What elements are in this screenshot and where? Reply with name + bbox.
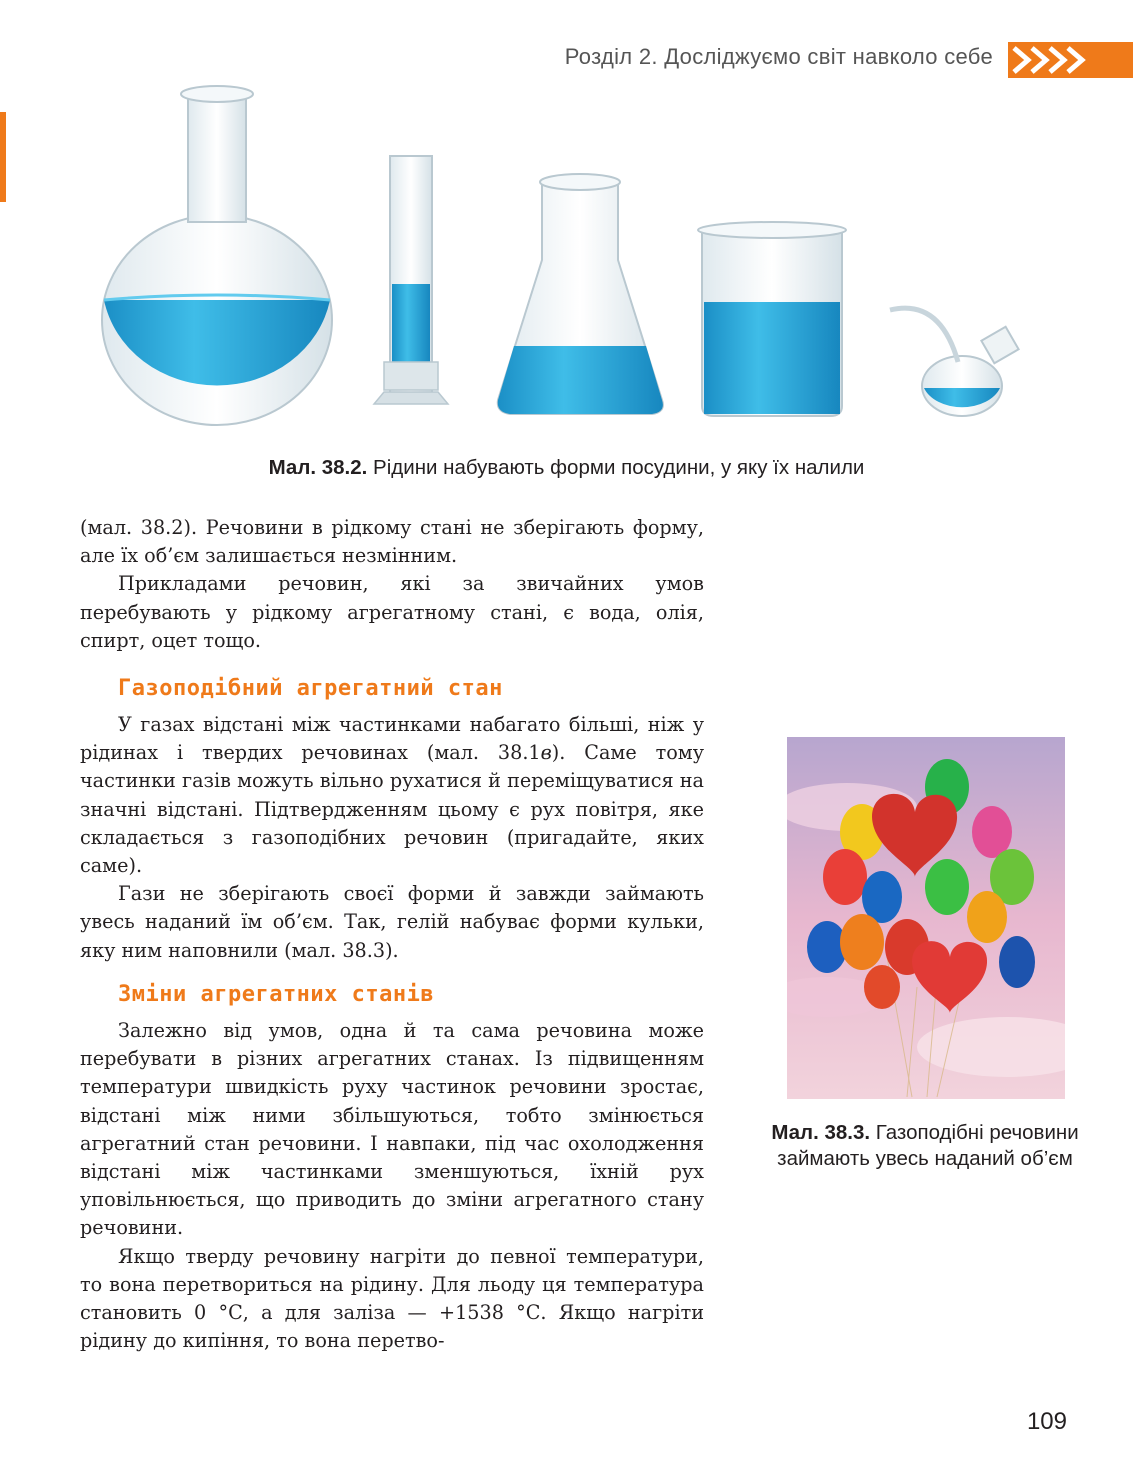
wash-flask-icon [890,308,1019,416]
paragraph: Прикладами речовин, які за звичайних умов перебувають у рідкому агрегатному стані, є вода, олія, спирт, оцет тощо. [80,572,704,652]
caption-text: Рідини набувають форми посудини, у яку їх налили [367,456,865,479]
section-heading-gas: Газоподібний агрегатний стан [118,676,503,701]
text-block-liquids [80,514,704,655]
text-block-changes [80,1017,704,1355]
text-block-gas [80,711,704,965]
paragraph: Якщо тверду речовину нагріти до певної температури, то вона перетвориться на рідину. Для льоду ця температура становить 0 °С, а для заліза — +1538 °С. Якщо нагріти рідину до кипіння, то вона перетво- [80,1244,704,1353]
round-flask-icon [102,86,332,425]
paragraph: У газах відстані між частинками набагато більші, ніж у рідинах і твердих речовинах (мал. 38.1в). Саме тому частинки газів можуть вільно рухатися й переміщуватися на значні відстані. Підтвердженням цьому є рух повітря, яке складається з газоподібних речовин (пригадайте, яких саме). [80,713,704,878]
paragraph: (мал. 38.2). Речовини в рідкому стані не зберігають форму, але їх об’єм залишається незмінним. [80,516,704,568]
glassware-illustration [90,70,1040,440]
paragraph: Залежно від умов, одна й та сама речовина може перебувати в різних агрегатних станах. Із підвищенням температури швидкість руху частинок речовини зростає, відстані між ними збільшуються, тобто змінюється агрегатний стан речовини. І навпаки, під час охолодження відстані між частинками зменшуються, їхній рух уповільнюється, що приводить до зміни агрегатного стану речовини. [80,1019,704,1240]
section-heading-changes: Зміни агрегатних станів [118,982,435,1007]
section-title: Розділ 2. Досліджуємо світ навколо себе [564,44,993,69]
paragraph: Гази не зберігають своєї форми й завжди займають увесь наданий їм об’єм. Так, гелій набуває форми кульки, яку ним наповнили (мал. 38.3). [80,882,704,962]
figure-label: Мал. 38.3. [771,1121,871,1144]
figure-caption-38-3 [760,1120,1090,1172]
figure-label: Мал. 38.2. [268,456,368,479]
figure-caption-38-2 [0,456,1133,480]
caption-text: Газоподібні речовини займають увесь наданий об’єм [777,1121,1079,1170]
graduated-cylinder-icon [374,156,448,404]
erlenmeyer-flask-icon [498,174,663,414]
margin-tab [0,112,6,202]
page-number: 109 [1026,1408,1067,1435]
beaker-icon [698,222,846,416]
balloons-photo [787,737,1065,1099]
